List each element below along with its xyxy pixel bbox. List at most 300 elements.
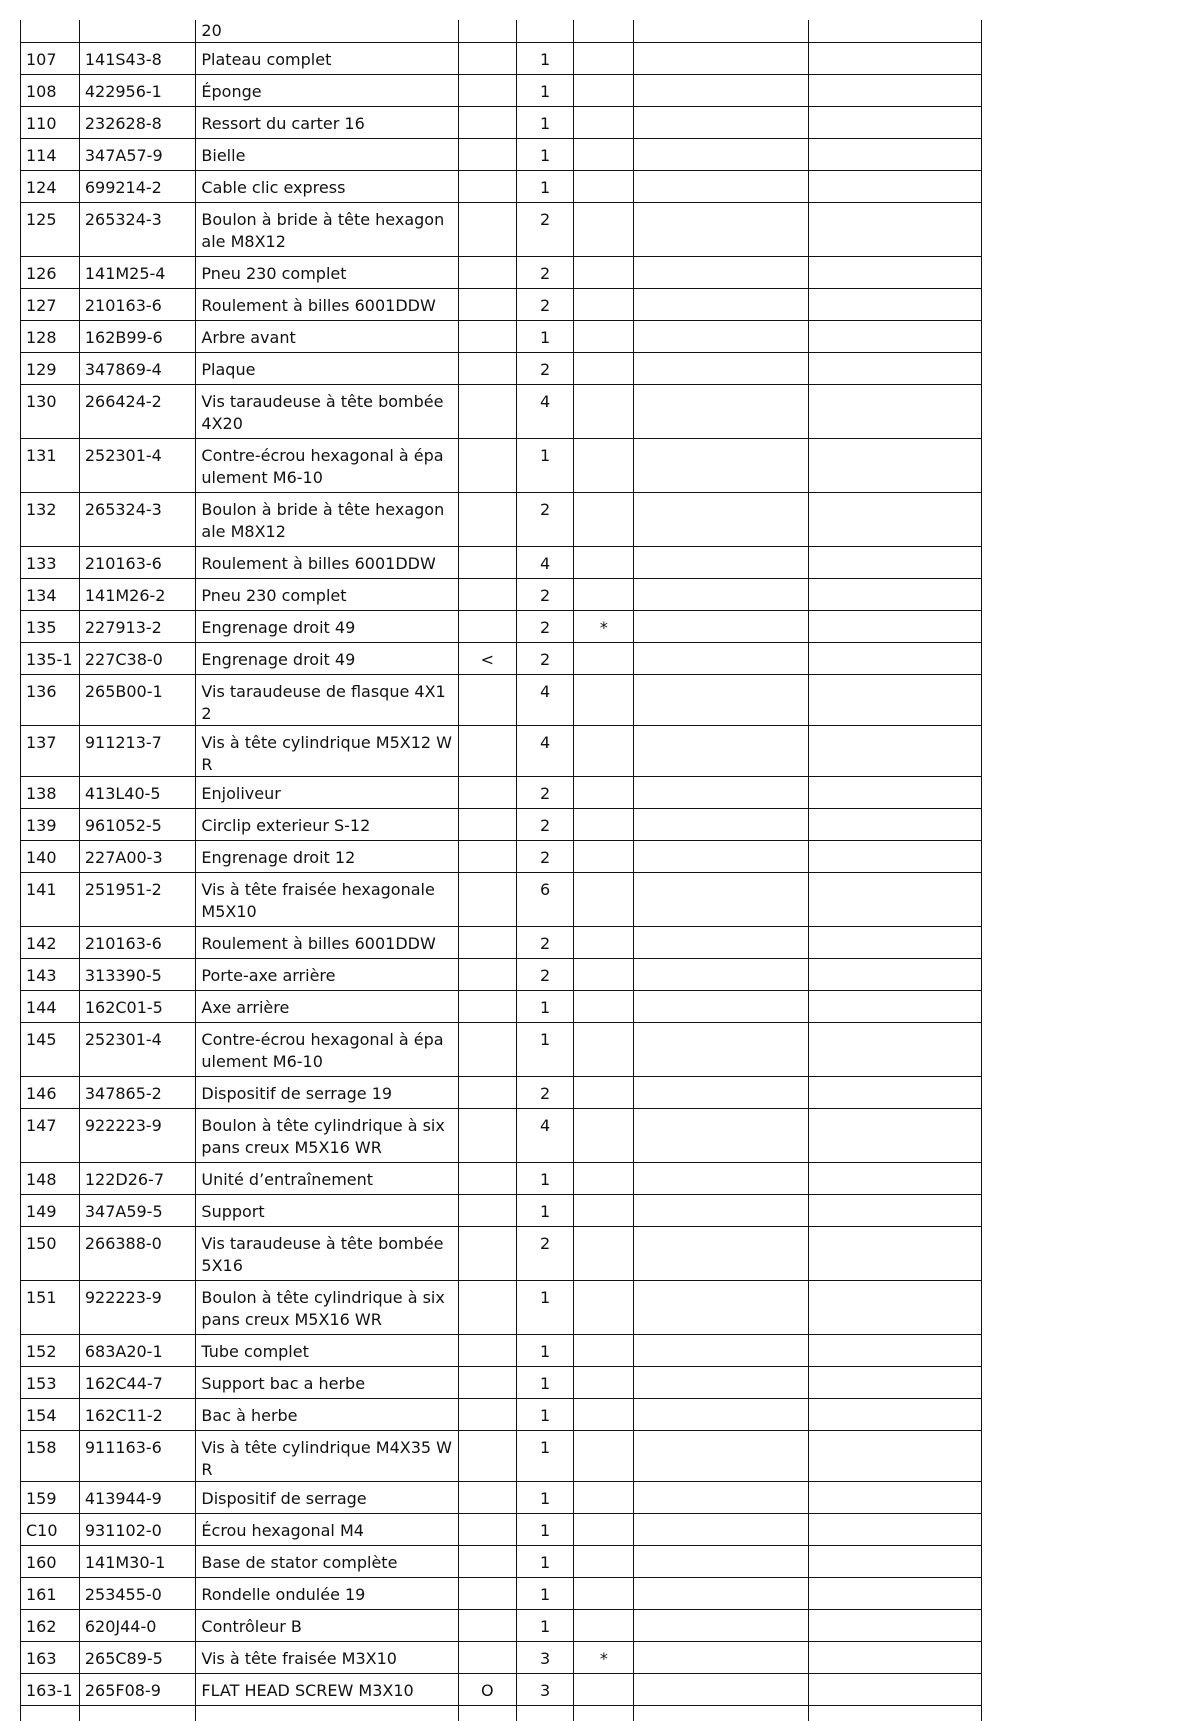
description-cell: Vis à tête fraisée hexagonale M5X10 <box>196 873 459 927</box>
item-number-cell: 135-1 <box>21 643 80 675</box>
marker-cell <box>458 1109 516 1163</box>
note-star-cell <box>574 493 634 547</box>
quantity-cell: 1 <box>516 107 574 139</box>
quantity-cell <box>516 1706 574 1721</box>
note-star-cell <box>574 439 634 493</box>
marker-cell <box>458 809 516 841</box>
marker-cell <box>458 107 516 139</box>
remarks-cell <box>808 139 981 171</box>
note-star-cell <box>574 675 634 726</box>
notes-cell <box>634 353 808 385</box>
note-star-cell <box>574 1335 634 1367</box>
table-row <box>21 777 982 809</box>
remarks-cell <box>808 1482 981 1514</box>
notes-cell <box>634 257 808 289</box>
table-row <box>21 289 982 321</box>
remarks-cell <box>808 1399 981 1431</box>
part-code-cell: 227C38-0 <box>79 643 196 675</box>
description-cell: Bac à herbe <box>196 1399 459 1431</box>
marker-cell <box>458 991 516 1023</box>
remarks-cell <box>808 611 981 643</box>
part-code-cell: 141M26-2 <box>79 579 196 611</box>
notes-cell <box>634 1335 808 1367</box>
quantity-cell: 1 <box>516 171 574 203</box>
note-star-cell <box>574 777 634 809</box>
remarks-cell <box>808 841 981 873</box>
remarks-cell <box>808 547 981 579</box>
note-star-cell <box>574 547 634 579</box>
remarks-cell <box>808 439 981 493</box>
marker-cell <box>458 43 516 75</box>
part-code-cell: 265324-3 <box>79 203 196 257</box>
table-row <box>21 1195 982 1227</box>
part-code-cell <box>79 1706 196 1721</box>
description-cell: Contre-écrou hexagonal à épaulement M6-10 <box>196 1023 459 1077</box>
marker-cell <box>458 1706 516 1721</box>
table-row <box>21 1367 982 1399</box>
note-star-cell <box>574 43 634 75</box>
part-code-cell: 162C11-2 <box>79 1399 196 1431</box>
quantity-cell: 1 <box>516 1578 574 1610</box>
notes-cell <box>634 1195 808 1227</box>
table-row <box>21 959 982 991</box>
table-row <box>21 1109 982 1163</box>
item-number-cell: 163-1 <box>21 1674 80 1706</box>
description-cell: Plaque <box>196 353 459 385</box>
note-star-cell <box>574 1610 634 1642</box>
quantity-cell: 4 <box>516 547 574 579</box>
table-row <box>21 171 982 203</box>
description-cell: Bielle <box>196 139 459 171</box>
item-number-cell: 131 <box>21 439 80 493</box>
item-number-cell: 148 <box>21 1163 80 1195</box>
notes-cell <box>634 385 808 439</box>
marker-cell: O <box>458 1674 516 1706</box>
description-cell: Cable clic express <box>196 171 459 203</box>
notes-cell <box>634 547 808 579</box>
description-cell: Engrenage droit 49 <box>196 643 459 675</box>
note-star-cell <box>574 353 634 385</box>
marker-cell <box>458 20 516 43</box>
item-number-cell: C10 <box>21 1514 80 1546</box>
notes-cell <box>634 873 808 927</box>
notes-cell <box>634 1578 808 1610</box>
table-row <box>21 579 982 611</box>
part-code-cell: 210163-6 <box>79 289 196 321</box>
remarks-cell <box>808 1514 981 1546</box>
description-cell: Écrou hexagonal M4 <box>196 1514 459 1546</box>
remarks-cell <box>808 1227 981 1281</box>
description-cell: Roulement à billes 6001DDW <box>196 547 459 579</box>
table-row <box>21 873 982 927</box>
notes-cell <box>634 1546 808 1578</box>
table-row <box>21 1610 982 1642</box>
table-row <box>21 643 982 675</box>
note-star-cell <box>574 1578 634 1610</box>
item-number-cell: 145 <box>21 1023 80 1077</box>
remarks-cell <box>808 1077 981 1109</box>
part-code-cell: 227A00-3 <box>79 841 196 873</box>
part-code-cell: 266424-2 <box>79 385 196 439</box>
item-number-cell: 137 <box>21 726 80 777</box>
table-row <box>21 1227 982 1281</box>
description-cell: Pneu 230 complet <box>196 579 459 611</box>
note-star-cell <box>574 289 634 321</box>
part-code-cell: 265C89-5 <box>79 1642 196 1674</box>
part-code-cell: 141M30-1 <box>79 1546 196 1578</box>
table-row <box>21 1335 982 1367</box>
quantity-cell: 1 <box>516 1482 574 1514</box>
note-star-cell <box>574 385 634 439</box>
remarks-cell <box>808 1578 981 1610</box>
item-number-cell: 146 <box>21 1077 80 1109</box>
remarks-cell <box>808 1335 981 1367</box>
table-row <box>21 611 982 643</box>
remarks-cell <box>808 1642 981 1674</box>
remarks-cell <box>808 353 981 385</box>
quantity-cell: 2 <box>516 927 574 959</box>
note-star-cell <box>574 1431 634 1482</box>
description-cell: Plateau complet <box>196 43 459 75</box>
notes-cell <box>634 107 808 139</box>
note-star-cell <box>574 203 634 257</box>
description-cell: Axe arrière <box>196 991 459 1023</box>
description-cell: Porte-axe arrière <box>196 959 459 991</box>
note-star-cell: * <box>574 611 634 643</box>
table-row <box>21 809 982 841</box>
notes-cell <box>634 675 808 726</box>
table-row <box>21 43 982 75</box>
marker-cell <box>458 1610 516 1642</box>
notes-cell <box>634 493 808 547</box>
notes-cell <box>634 203 808 257</box>
notes-cell <box>634 777 808 809</box>
part-code-cell: 922223-9 <box>79 1109 196 1163</box>
quantity-cell: 4 <box>516 675 574 726</box>
quantity-cell: 1 <box>516 439 574 493</box>
item-number-cell: 150 <box>21 1227 80 1281</box>
description-cell: Ressort du carter 16 <box>196 107 459 139</box>
remarks-cell <box>808 675 981 726</box>
part-code-cell: 413L40-5 <box>79 777 196 809</box>
item-number-cell: 141 <box>21 873 80 927</box>
remarks-cell <box>808 1023 981 1077</box>
notes-cell <box>634 927 808 959</box>
quantity-cell: 1 <box>516 1023 574 1077</box>
description-cell: Vis à tête cylindrique M4X35 WR <box>196 1431 459 1482</box>
marker-cell <box>458 959 516 991</box>
notes-cell <box>634 841 808 873</box>
part-code-cell: 141M25-4 <box>79 257 196 289</box>
part-code-cell: 253455-0 <box>79 1578 196 1610</box>
remarks-cell <box>808 809 981 841</box>
note-star-cell <box>574 1195 634 1227</box>
table-row <box>21 353 982 385</box>
marker-cell <box>458 75 516 107</box>
description-cell: 20 <box>196 20 459 43</box>
marker-cell <box>458 841 516 873</box>
description-cell: Vis à tête fraisée M3X10 <box>196 1642 459 1674</box>
part-code-cell: 162B99-6 <box>79 321 196 353</box>
item-number-cell: 161 <box>21 1578 80 1610</box>
item-number-cell: 159 <box>21 1482 80 1514</box>
description-cell: Circlip exterieur S-12 <box>196 809 459 841</box>
description-cell: Engrenage droit 12 <box>196 841 459 873</box>
note-star-cell <box>574 959 634 991</box>
item-number-cell: 163 <box>21 1642 80 1674</box>
marker-cell <box>458 873 516 927</box>
marker-cell <box>458 611 516 643</box>
part-code-cell: 232628-8 <box>79 107 196 139</box>
marker-cell <box>458 257 516 289</box>
remarks-cell <box>808 321 981 353</box>
note-star-cell <box>574 1281 634 1335</box>
quantity-cell: 1 <box>516 1163 574 1195</box>
quantity-cell: 3 <box>516 1642 574 1674</box>
item-number-cell: 143 <box>21 959 80 991</box>
marker-cell <box>458 1578 516 1610</box>
marker-cell <box>458 1335 516 1367</box>
table-row <box>21 1514 982 1546</box>
item-number-cell: 107 <box>21 43 80 75</box>
marker-cell <box>458 1367 516 1399</box>
table-row <box>21 203 982 257</box>
notes-cell <box>634 1514 808 1546</box>
description-cell <box>196 1706 459 1721</box>
item-number-cell: 152 <box>21 1335 80 1367</box>
remarks-cell <box>808 1367 981 1399</box>
note-star-cell <box>574 1077 634 1109</box>
item-number-cell <box>21 1706 80 1721</box>
description-cell: Vis taraudeuse à tête bombée 4X20 <box>196 385 459 439</box>
marker-cell <box>458 493 516 547</box>
description-cell: Boulon à tête cylindrique à six pans creux M5X16 WR <box>196 1281 459 1335</box>
quantity-cell: 1 <box>516 139 574 171</box>
note-star-cell <box>574 257 634 289</box>
quantity-cell: 1 <box>516 1281 574 1335</box>
item-number-cell: 125 <box>21 203 80 257</box>
table-row <box>21 20 982 43</box>
marker-cell <box>458 1163 516 1195</box>
note-star-cell <box>574 1706 634 1721</box>
marker-cell <box>458 1482 516 1514</box>
note-star-cell <box>574 1109 634 1163</box>
notes-cell <box>634 1674 808 1706</box>
note-star-cell <box>574 991 634 1023</box>
table-row <box>21 1023 982 1077</box>
part-code-cell: 699214-2 <box>79 171 196 203</box>
item-number-cell: 114 <box>21 139 80 171</box>
parts-list-sheet <box>20 20 982 1721</box>
quantity-cell: 4 <box>516 385 574 439</box>
item-number-cell <box>21 20 80 43</box>
description-cell: Boulon à bride à tête hexagonale M8X12 <box>196 493 459 547</box>
marker-cell <box>458 1281 516 1335</box>
notes-cell <box>634 579 808 611</box>
description-cell: Boulon à bride à tête hexagonale M8X12 <box>196 203 459 257</box>
part-code-cell: 210163-6 <box>79 927 196 959</box>
description-cell: Vis taraudeuse de flasque 4X12 <box>196 675 459 726</box>
description-cell: FLAT HEAD SCREW M3X10 <box>196 1674 459 1706</box>
quantity-cell: 2 <box>516 809 574 841</box>
notes-cell <box>634 1281 808 1335</box>
item-number-cell: 134 <box>21 579 80 611</box>
marker-cell <box>458 289 516 321</box>
part-code-cell: 122D26-7 <box>79 1163 196 1195</box>
description-cell: Pneu 230 complet <box>196 257 459 289</box>
table-row <box>21 547 982 579</box>
notes-cell <box>634 1610 808 1642</box>
item-number-cell: 144 <box>21 991 80 1023</box>
part-code-cell: 413944-9 <box>79 1482 196 1514</box>
notes-cell <box>634 809 808 841</box>
item-number-cell: 132 <box>21 493 80 547</box>
note-star-cell <box>574 841 634 873</box>
marker-cell <box>458 927 516 959</box>
item-number-cell: 130 <box>21 385 80 439</box>
quantity-cell: 1 <box>516 1335 574 1367</box>
notes-cell <box>634 959 808 991</box>
description-cell: Enjoliveur <box>196 777 459 809</box>
quantity-cell: 2 <box>516 643 574 675</box>
note-star-cell: * <box>574 1642 634 1674</box>
part-code-cell: 252301-4 <box>79 439 196 493</box>
item-number-cell: 136 <box>21 675 80 726</box>
marker-cell <box>458 1431 516 1482</box>
marker-cell <box>458 353 516 385</box>
marker-cell <box>458 385 516 439</box>
note-star-cell <box>574 75 634 107</box>
quantity-cell: 2 <box>516 777 574 809</box>
item-number-cell: 151 <box>21 1281 80 1335</box>
item-number-cell: 133 <box>21 547 80 579</box>
remarks-cell <box>808 579 981 611</box>
remarks-cell <box>808 959 981 991</box>
notes-cell <box>634 1077 808 1109</box>
notes-cell <box>634 1399 808 1431</box>
remarks-cell <box>808 385 981 439</box>
remarks-cell <box>808 991 981 1023</box>
quantity-cell: 1 <box>516 1431 574 1482</box>
table-row <box>21 1642 982 1674</box>
item-number-cell: 126 <box>21 257 80 289</box>
table-row <box>21 1281 982 1335</box>
remarks-cell <box>808 927 981 959</box>
description-cell: Engrenage droit 49 <box>196 611 459 643</box>
quantity-cell: 1 <box>516 1546 574 1578</box>
marker-cell <box>458 203 516 257</box>
table-row <box>21 675 982 726</box>
part-code-cell: 252301-4 <box>79 1023 196 1077</box>
table-row <box>21 1482 982 1514</box>
quantity-cell: 2 <box>516 353 574 385</box>
quantity-cell: 2 <box>516 289 574 321</box>
part-code-cell: 422956-1 <box>79 75 196 107</box>
description-cell: Arbre avant <box>196 321 459 353</box>
table-row <box>21 1163 982 1195</box>
notes-cell <box>634 1163 808 1195</box>
item-number-cell: 160 <box>21 1546 80 1578</box>
marker-cell <box>458 139 516 171</box>
notes-cell <box>634 1706 808 1721</box>
note-star-cell <box>574 1163 634 1195</box>
parts-table <box>20 20 982 1721</box>
quantity-cell: 2 <box>516 257 574 289</box>
description-cell: Support bac a herbe <box>196 1367 459 1399</box>
note-star-cell <box>574 927 634 959</box>
notes-cell <box>634 75 808 107</box>
quantity-cell: 1 <box>516 991 574 1023</box>
table-row <box>21 107 982 139</box>
quantity-cell: 2 <box>516 203 574 257</box>
remarks-cell <box>808 75 981 107</box>
item-number-cell: 124 <box>21 171 80 203</box>
note-star-cell <box>574 1399 634 1431</box>
marker-cell <box>458 1399 516 1431</box>
notes-cell <box>634 1642 808 1674</box>
item-number-cell: 142 <box>21 927 80 959</box>
remarks-cell <box>808 1674 981 1706</box>
note-star-cell <box>574 1482 634 1514</box>
notes-cell <box>634 171 808 203</box>
table-row <box>21 1077 982 1109</box>
table-row <box>21 493 982 547</box>
quantity-cell: 2 <box>516 493 574 547</box>
description-cell: Roulement à billes 6001DDW <box>196 289 459 321</box>
table-row <box>21 439 982 493</box>
note-star-cell <box>574 579 634 611</box>
table-row <box>21 1546 982 1578</box>
table-row <box>21 385 982 439</box>
note-star-cell <box>574 726 634 777</box>
remarks-cell <box>808 777 981 809</box>
description-cell: Dispositif de serrage 19 <box>196 1077 459 1109</box>
remarks-cell <box>808 257 981 289</box>
part-code-cell: 911213-7 <box>79 726 196 777</box>
note-star-cell <box>574 809 634 841</box>
description-cell: Rondelle ondulée 19 <box>196 1578 459 1610</box>
description-cell: Vis à tête cylindrique M5X12 WR <box>196 726 459 777</box>
notes-cell <box>634 321 808 353</box>
marker-cell <box>458 439 516 493</box>
quantity-cell: 6 <box>516 873 574 927</box>
marker-cell <box>458 171 516 203</box>
note-star-cell <box>574 171 634 203</box>
notes-cell <box>634 1109 808 1163</box>
quantity-cell: 2 <box>516 579 574 611</box>
quantity-cell: 4 <box>516 1109 574 1163</box>
item-number-cell: 135 <box>21 611 80 643</box>
notes-cell <box>634 139 808 171</box>
note-star-cell <box>574 1227 634 1281</box>
remarks-cell <box>808 1706 981 1721</box>
note-star-cell <box>574 139 634 171</box>
notes-cell <box>634 20 808 43</box>
quantity-cell: 2 <box>516 1227 574 1281</box>
quantity-cell: 2 <box>516 959 574 991</box>
marker-cell <box>458 1642 516 1674</box>
note-star-cell <box>574 1546 634 1578</box>
table-row <box>21 1399 982 1431</box>
part-code-cell: 931102-0 <box>79 1514 196 1546</box>
part-code-cell: 227913-2 <box>79 611 196 643</box>
description-cell: Vis taraudeuse à tête bombée 5X16 <box>196 1227 459 1281</box>
note-star-cell <box>574 1674 634 1706</box>
table-row <box>21 1431 982 1482</box>
table-row <box>21 927 982 959</box>
notes-cell <box>634 1227 808 1281</box>
remarks-cell <box>808 107 981 139</box>
